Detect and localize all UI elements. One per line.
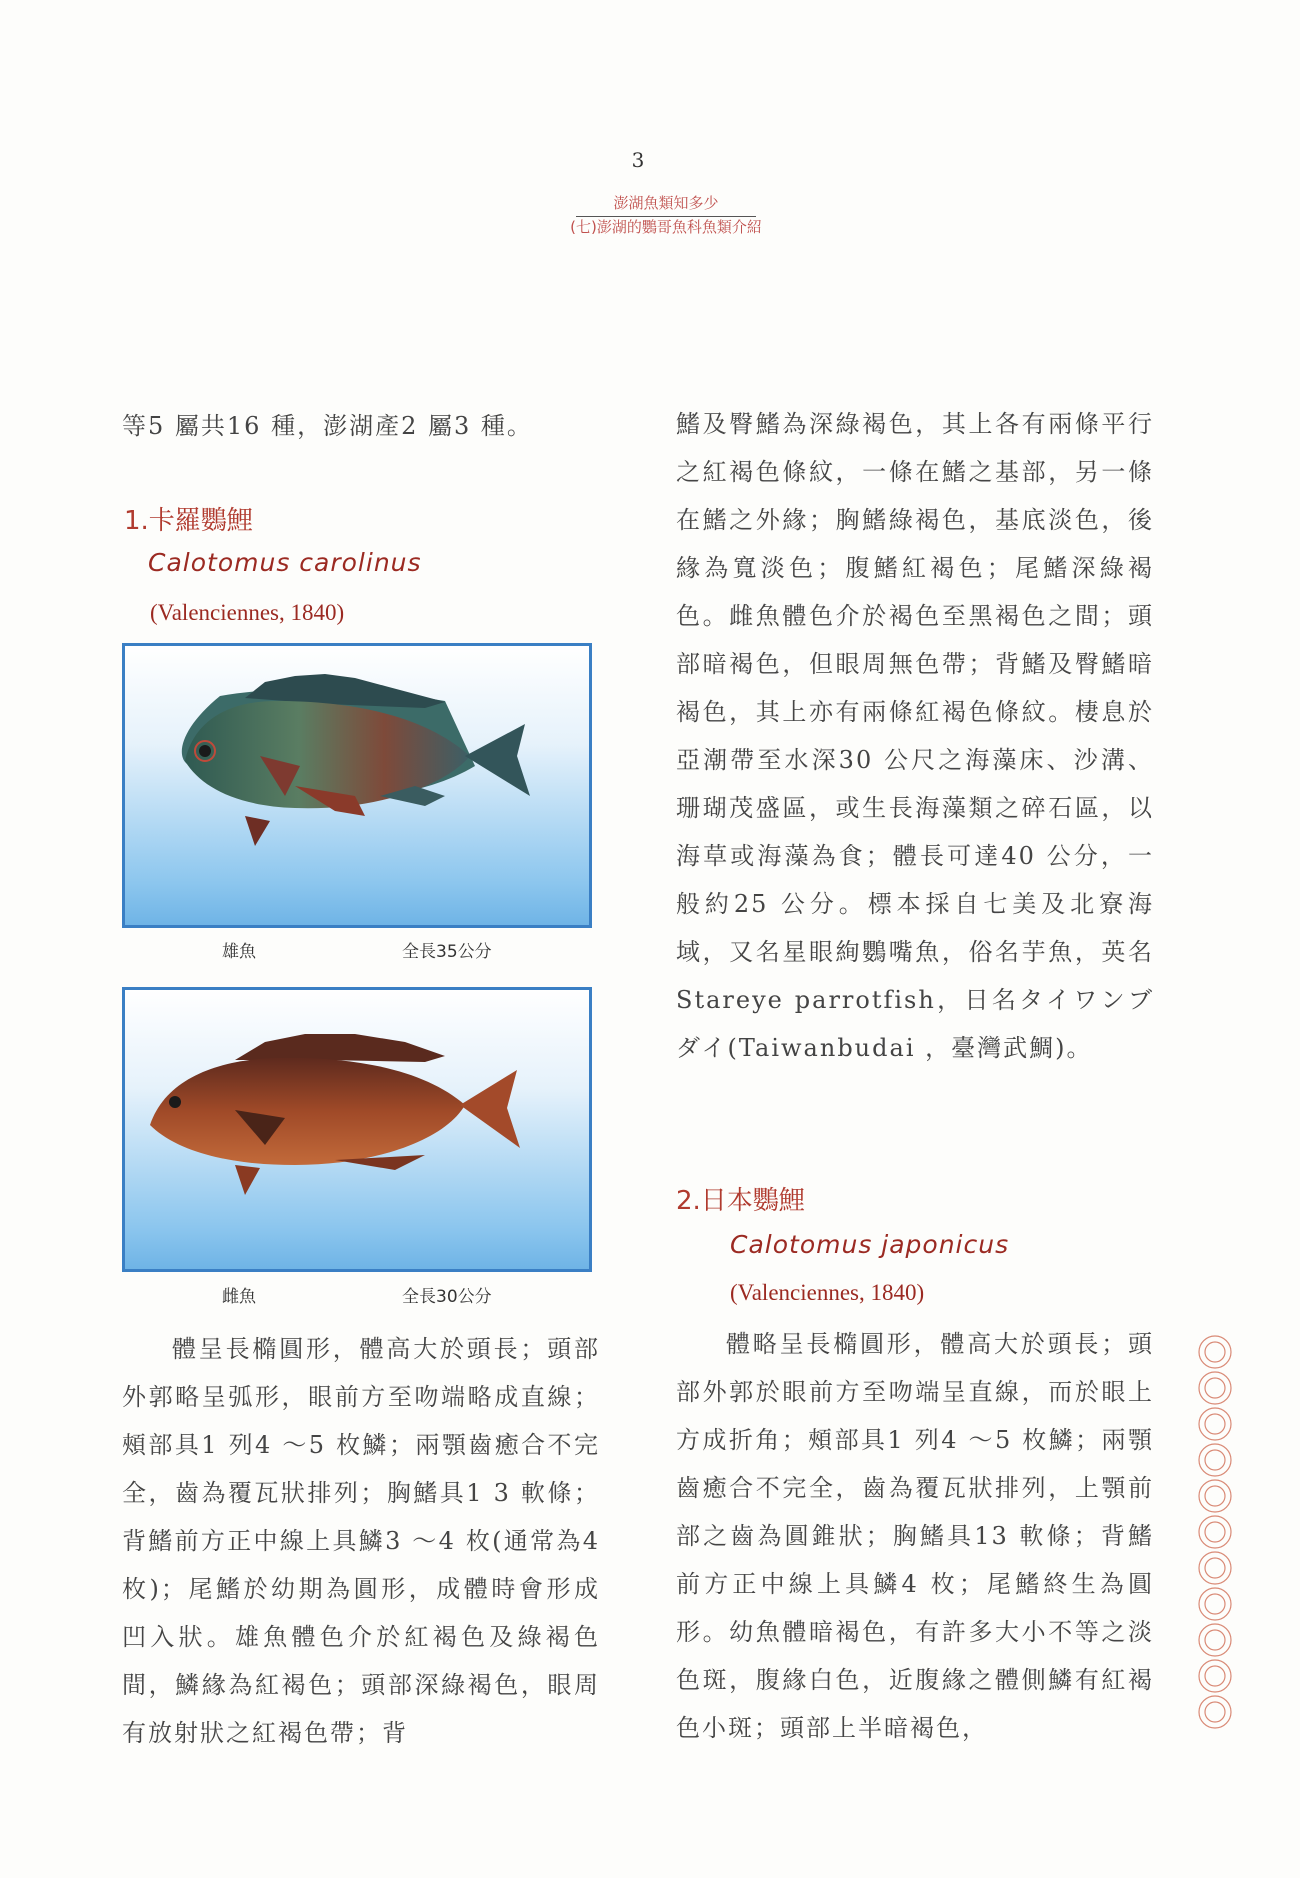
species2-author: (Valenciennes, 1840) — [730, 1280, 925, 1305]
species2-latin-name: Calotomus japonicus — [730, 1230, 1010, 1259]
parrotfish-female-icon — [125, 990, 589, 1269]
species2-description: 體略呈長橢圓形，體高大於頭長；頭部外郭於眼前方至吻端呈直線，而於眼上方成折角；頰部具1 列4 ～5 枚鱗；兩顎齒癒合不完全，齒為覆瓦狀排列，上顎前部之齒為圓錐狀；胸鰭具13 軟條；背鰭前方正中線上具鱗4 枚；尾鰭終生為圓形。幼魚體暗褐色，有許多大小不等之淡色斑，腹緣白色，近腹緣之體側鱗有紅褐色小斑；頭部上半暗褐色， — [676, 1330, 1154, 1742]
female-fish-photo — [122, 987, 592, 1272]
female-caption-sex: 雌魚 — [222, 1287, 256, 1307]
species1-author: (Valenciennes, 1840) — [150, 600, 345, 625]
female-caption-length: 全長30公分 — [402, 1287, 492, 1307]
male-fish-photo — [122, 643, 592, 928]
species1-latin-name: Calotomus carolinus — [148, 548, 422, 577]
intro-line: 等5 屬共16 種，澎湖產2 屬3 種。 — [122, 412, 533, 440]
running-header-subtitle: (七)澎湖的鸚哥魚科魚類介紹 — [570, 218, 762, 236]
species1-description: 體呈長橢圓形，體高大於頭長；頭部外郭略呈弧形，眼前方至吻端略成直線；頰部具1 列4 ～5 枚鱗；兩顎齒癒合不完全，齒為覆瓦狀排列；胸鰭具1 3 軟條；背鰭前方正中線上具鱗3 ～4 枚(通常為4 枚)；尾鰭於幼期為圓形，成體時會形成凹入狀。雄魚體色介於紅褐色及綠褐色間，鱗緣為紅褐色；頭部深綠褐色，眼周有放射狀之紅褐色帶；背 — [122, 1335, 600, 1747]
male-caption-sex: 雄魚 — [222, 942, 256, 962]
running-header-title: 澎湖魚類知多少 — [576, 192, 756, 217]
page-number: 3 — [631, 148, 645, 172]
parrotfish-male-icon — [125, 646, 589, 925]
species2-heading: 2.日本鸚鯉 — [676, 1186, 805, 1216]
male-caption-length: 全長35公分 — [402, 942, 492, 962]
decorative-circle-border-icon — [1190, 1330, 1240, 1750]
species1-description-continued: 鰭及臀鰭為深綠褐色，其上各有兩條平行之紅褐色條紋，一條在鰭之基部，另一條在鰭之外緣；胸鰭綠褐色，基底淡色，後緣為寬淡色；腹鰭紅褐色；尾鰭深綠褐色。雌魚體色介於褐色至黑褐色之間；頭部暗褐色，但眼周無色帶；背鰭及臀鰭暗褐色，其上亦有兩條紅褐色條紋。棲息於亞潮帶至水深30 公尺之海藻床、沙溝、珊瑚茂盛區，或生長海藻類之碎石區，以海草或海藻為食；體長可達40 公分，一般約25 公分。標本採自七美及北寮海域，又名星眼絢鸚嘴魚，俗名芋魚，英名Stareye parrotfish，日名タイワンブダイ(Taiwanbudai ，臺灣武鯛)。 — [676, 410, 1154, 1062]
species1-heading: 1.卡羅鸚鯉 — [124, 506, 253, 536]
